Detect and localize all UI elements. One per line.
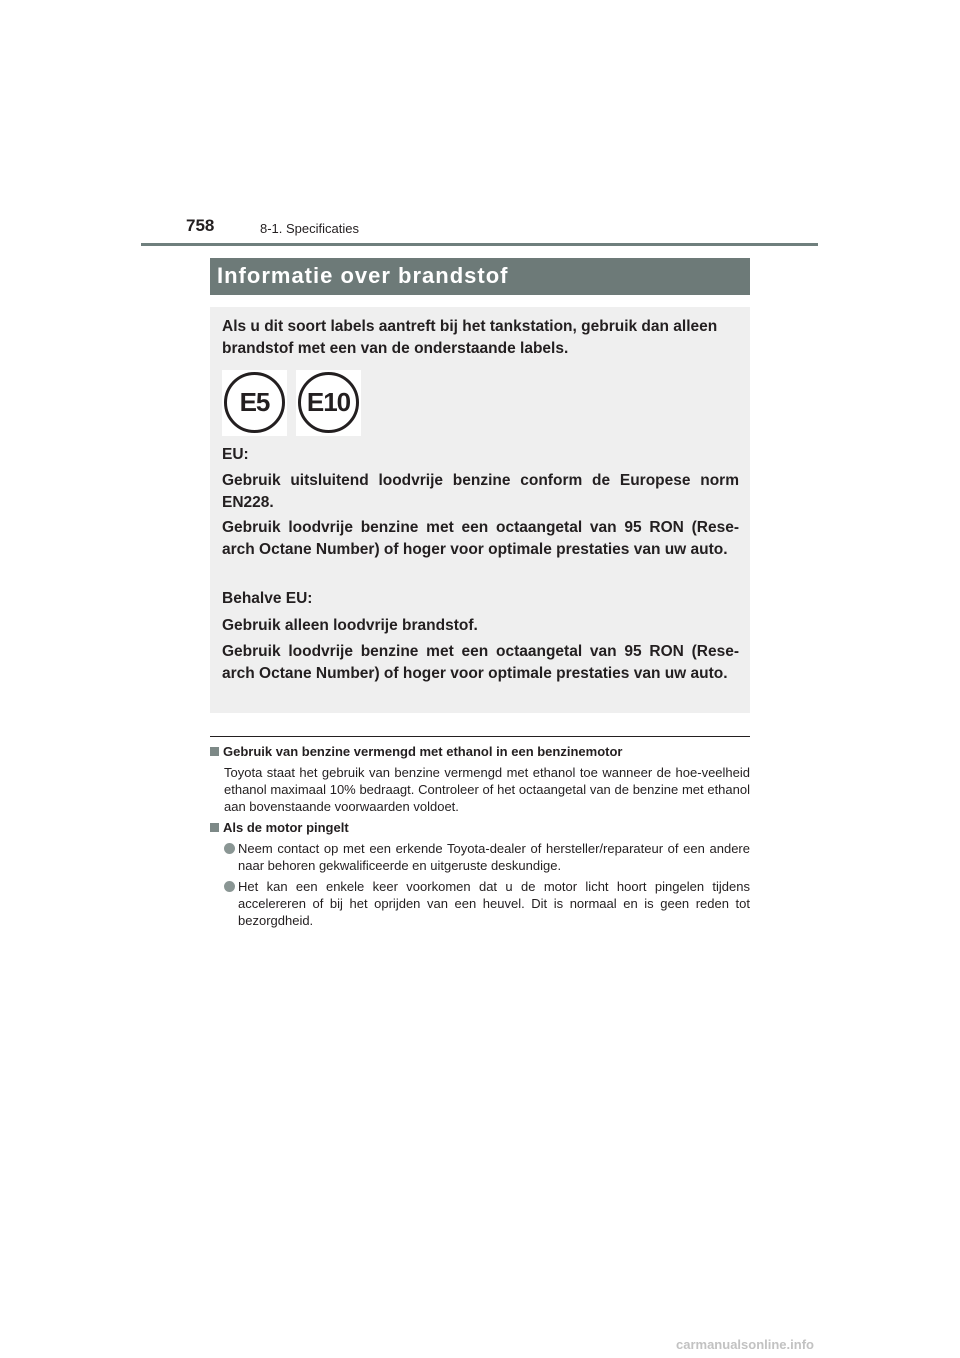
circle-bullet-icon xyxy=(224,881,235,892)
note-text-ethanol: Toyota staat het gebruik van benzine vermengd met ethanol toe wanneer de hoe-veelheid ethanol maximaal 10% bedraagt. Controleer of het octaangetal van de benzine met ethanol aan bovenstaande voorwaarden voldoet. xyxy=(224,765,750,814)
fuel-label-e5 xyxy=(222,370,287,436)
fuel-intro-text: Als u dit soort labels aantreft bij het tankstation, gebruik dan alleen brandstof met een van de onderstaande labels. xyxy=(222,318,718,357)
fuel-info-box xyxy=(210,307,750,713)
note-heading-text: Als de motor pingelt xyxy=(223,820,349,835)
page-title: Informatie over brandstof xyxy=(217,263,509,288)
section-label: 8-1. Specificaties xyxy=(260,221,359,236)
fuel-label-e10 xyxy=(296,370,361,436)
note-heading-knocking xyxy=(210,820,349,835)
eu-text-1: Gebruik uitsluitend loodvrije benzine conform de Europese norm EN228. xyxy=(222,472,739,511)
list-item-text: Het kan een enkele keer voorkomen dat u de motor licht hoort pingelen tijdens accelereren of bij het oprijden van een heuvel. Dit is normaal en is geen reden tot bezorgdheid. xyxy=(238,879,750,928)
title-bar xyxy=(210,258,750,295)
square-bullet-icon xyxy=(210,747,219,756)
watermark: carmanualsonline.info xyxy=(676,1337,814,1352)
section-separator xyxy=(210,736,750,737)
circle-bullet-icon xyxy=(224,843,235,854)
fuel-label-text: E10 xyxy=(306,387,351,417)
eu-text-2: Gebruik loodvrije benzine met een octaangetal van 95 RON (Rese-arch Octane Number) of hoger voor optimale prestaties van uw auto. xyxy=(222,519,739,558)
square-bullet-icon xyxy=(210,823,219,832)
page-number: 758 xyxy=(186,216,215,235)
header-rule xyxy=(141,243,818,246)
eu-heading: EU: xyxy=(222,446,249,463)
note-heading-ethanol xyxy=(210,744,622,759)
non-eu-text-2: Gebruik loodvrije benzine met een octaangetal van 95 RON (Rese-arch Octane Number) of hoger voor optimale prestaties van uw auto. xyxy=(222,643,739,682)
list-item-text: Neem contact op met een erkende Toyota-dealer of hersteller/reparateur of een andere naar behoren gekwalificeerde en uitgeruste deskundige. xyxy=(238,841,750,873)
fuel-label-text: E5 xyxy=(239,387,270,417)
non-eu-text-1: Gebruik alleen loodvrije brandstof. xyxy=(222,617,478,634)
non-eu-heading: Behalve EU: xyxy=(222,590,313,607)
note-heading-text: Gebruik van benzine vermengd met ethanol in een benzinemotor xyxy=(223,744,623,759)
